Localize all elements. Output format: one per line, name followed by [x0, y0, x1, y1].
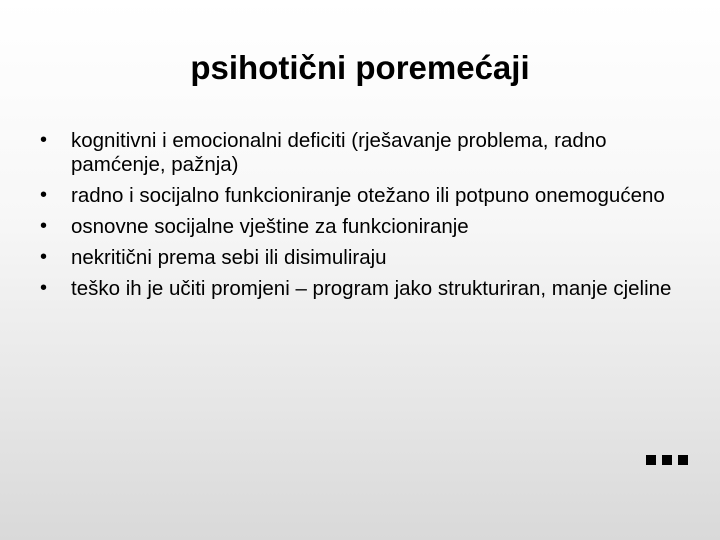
square-dot-icon	[646, 455, 656, 465]
bullet-dot-icon: •	[40, 183, 48, 206]
bullet-item	[40, 246, 680, 270]
slide-title: psihotični poremećaji	[190, 49, 530, 86]
bullet-dot-icon: •	[40, 214, 48, 237]
bullet-item	[40, 215, 680, 239]
bullet-item	[40, 184, 680, 208]
bullet-dot-icon: •	[40, 245, 48, 268]
bullet-item	[40, 129, 680, 176]
bullet-list	[40, 129, 680, 308]
bullet-item	[40, 277, 680, 301]
ellipsis-squares-icon	[646, 455, 688, 465]
bullet-dot-icon: •	[40, 276, 48, 299]
bullet-text: nekritični prema sebi ili disimuliraju	[71, 245, 387, 269]
bullet-text: radno i socijalno funkcioniranje otežano ili potpuno onemogućeno	[71, 183, 665, 207]
square-dot-icon	[678, 455, 688, 465]
bullet-text: osnovne socijalne vještine za funkcioniranje	[71, 214, 469, 238]
bullet-text: teško ih je učiti promjeni – program jako strukturiran, manje cjeline	[71, 276, 672, 300]
square-dot-icon	[662, 455, 672, 465]
bullet-dot-icon: •	[40, 129, 48, 151]
bullet-text: kognitivni i emocionalni deficiti (rješavanje problema, radno pamćenje, pažnja)	[71, 129, 607, 176]
